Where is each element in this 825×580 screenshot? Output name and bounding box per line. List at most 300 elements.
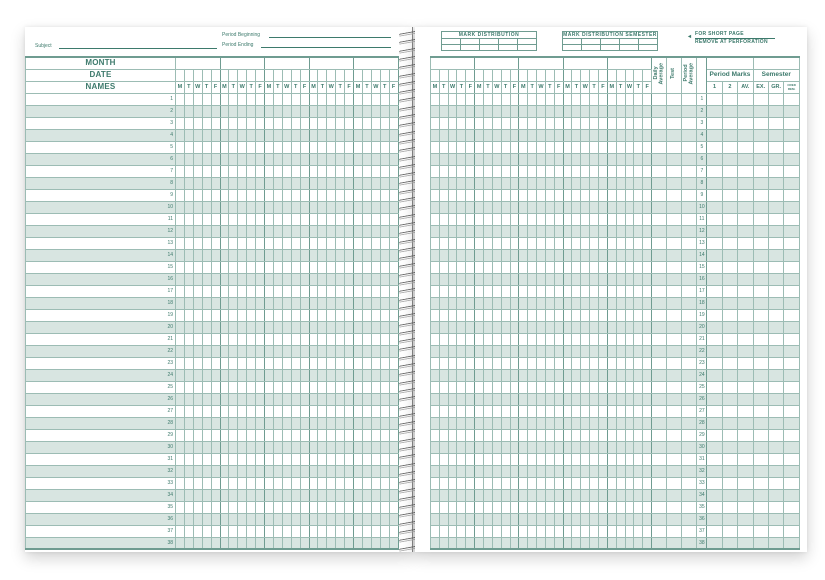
attendance-cell[interactable] bbox=[563, 105, 572, 117]
attendance-cell[interactable] bbox=[457, 129, 466, 141]
attendance-cell[interactable] bbox=[327, 237, 336, 249]
attendance-cell[interactable] bbox=[220, 501, 229, 513]
mark-cell[interactable] bbox=[768, 441, 783, 453]
attendance-cell[interactable] bbox=[643, 333, 652, 345]
attendance-cell[interactable] bbox=[238, 465, 247, 477]
attendance-cell[interactable] bbox=[300, 405, 309, 417]
mark-cell[interactable] bbox=[738, 333, 753, 345]
summary-cell[interactable] bbox=[682, 489, 697, 501]
attendance-cell[interactable] bbox=[354, 441, 363, 453]
attendance-cell[interactable] bbox=[211, 237, 220, 249]
mark-cell[interactable] bbox=[707, 381, 722, 393]
attendance-cell[interactable] bbox=[510, 93, 519, 105]
attendance-cell[interactable] bbox=[643, 357, 652, 369]
summary-cell[interactable] bbox=[652, 273, 667, 285]
attendance-cell[interactable] bbox=[545, 501, 554, 513]
attendance-cell[interactable] bbox=[439, 345, 448, 357]
attendance-cell[interactable] bbox=[607, 309, 616, 321]
attendance-cell[interactable] bbox=[554, 177, 563, 189]
attendance-cell[interactable] bbox=[492, 381, 501, 393]
attendance-cell[interactable] bbox=[484, 369, 493, 381]
mark-cell[interactable] bbox=[784, 117, 800, 129]
attendance-cell[interactable] bbox=[572, 261, 581, 273]
attendance-cell[interactable] bbox=[563, 501, 572, 513]
attendance-cell[interactable] bbox=[273, 405, 282, 417]
attendance-cell[interactable] bbox=[247, 453, 256, 465]
attendance-cell[interactable] bbox=[202, 261, 211, 273]
attendance-cell[interactable] bbox=[439, 405, 448, 417]
attendance-cell[interactable] bbox=[475, 417, 484, 429]
summary-cell[interactable] bbox=[667, 513, 682, 525]
attendance-cell[interactable] bbox=[625, 513, 634, 525]
attendance-cell[interactable] bbox=[371, 369, 380, 381]
attendance-cell[interactable] bbox=[327, 357, 336, 369]
attendance-cell[interactable] bbox=[273, 285, 282, 297]
attendance-cell[interactable] bbox=[510, 393, 519, 405]
attendance-cell[interactable] bbox=[554, 237, 563, 249]
attendance-cell[interactable] bbox=[590, 393, 599, 405]
date-cell[interactable] bbox=[616, 69, 625, 81]
attendance-cell[interactable] bbox=[563, 381, 572, 393]
attendance-cell[interactable] bbox=[211, 129, 220, 141]
attendance-cell[interactable] bbox=[607, 297, 616, 309]
attendance-cell[interactable] bbox=[256, 237, 265, 249]
attendance-cell[interactable] bbox=[229, 165, 238, 177]
attendance-cell[interactable] bbox=[345, 381, 354, 393]
attendance-cell[interactable] bbox=[448, 513, 457, 525]
summary-cell[interactable] bbox=[667, 237, 682, 249]
summary-cell[interactable] bbox=[667, 93, 682, 105]
attendance-cell[interactable] bbox=[545, 297, 554, 309]
attendance-cell[interactable] bbox=[448, 309, 457, 321]
attendance-cell[interactable] bbox=[247, 321, 256, 333]
attendance-cell[interactable] bbox=[300, 285, 309, 297]
summary-cell[interactable] bbox=[667, 213, 682, 225]
attendance-cell[interactable] bbox=[581, 177, 590, 189]
attendance-cell[interactable] bbox=[581, 249, 590, 261]
attendance-cell[interactable] bbox=[193, 297, 202, 309]
attendance-cell[interactable] bbox=[484, 165, 493, 177]
summary-cell[interactable] bbox=[652, 465, 667, 477]
attendance-cell[interactable] bbox=[634, 405, 643, 417]
attendance-cell[interactable] bbox=[616, 357, 625, 369]
date-cell[interactable] bbox=[229, 69, 238, 81]
mark-cell[interactable] bbox=[738, 393, 753, 405]
attendance-cell[interactable] bbox=[554, 381, 563, 393]
attendance-cell[interactable] bbox=[563, 285, 572, 297]
attendance-cell[interactable] bbox=[282, 501, 291, 513]
attendance-cell[interactable] bbox=[457, 345, 466, 357]
attendance-cell[interactable] bbox=[265, 477, 274, 489]
attendance-cell[interactable] bbox=[220, 345, 229, 357]
student-name-cell[interactable]: 3 bbox=[26, 117, 176, 129]
attendance-cell[interactable] bbox=[265, 405, 274, 417]
attendance-cell[interactable] bbox=[229, 273, 238, 285]
attendance-cell[interactable] bbox=[519, 165, 528, 177]
attendance-cell[interactable] bbox=[229, 345, 238, 357]
summary-cell[interactable] bbox=[667, 273, 682, 285]
attendance-cell[interactable] bbox=[265, 93, 274, 105]
attendance-cell[interactable] bbox=[318, 357, 327, 369]
attendance-cell[interactable] bbox=[616, 189, 625, 201]
attendance-cell[interactable] bbox=[563, 273, 572, 285]
attendance-cell[interactable] bbox=[300, 177, 309, 189]
attendance-cell[interactable] bbox=[193, 489, 202, 501]
attendance-cell[interactable] bbox=[439, 489, 448, 501]
attendance-cell[interactable] bbox=[345, 441, 354, 453]
attendance-cell[interactable] bbox=[238, 273, 247, 285]
attendance-cell[interactable] bbox=[475, 165, 484, 177]
attendance-cell[interactable] bbox=[492, 309, 501, 321]
attendance-cell[interactable] bbox=[238, 405, 247, 417]
attendance-cell[interactable] bbox=[492, 129, 501, 141]
mark-cell[interactable] bbox=[768, 285, 783, 297]
attendance-cell[interactable] bbox=[345, 129, 354, 141]
attendance-cell[interactable] bbox=[184, 309, 193, 321]
mark-cell[interactable] bbox=[722, 105, 737, 117]
attendance-cell[interactable] bbox=[519, 225, 528, 237]
summary-cell[interactable] bbox=[682, 417, 697, 429]
date-cell[interactable] bbox=[273, 69, 282, 81]
attendance-cell[interactable] bbox=[466, 393, 475, 405]
attendance-cell[interactable] bbox=[537, 501, 546, 513]
attendance-cell[interactable] bbox=[300, 165, 309, 177]
mark-cell[interactable] bbox=[738, 357, 753, 369]
attendance-cell[interactable] bbox=[581, 105, 590, 117]
mark-cell[interactable] bbox=[784, 141, 800, 153]
attendance-cell[interactable] bbox=[211, 165, 220, 177]
summary-cell[interactable] bbox=[652, 477, 667, 489]
attendance-cell[interactable] bbox=[265, 321, 274, 333]
mark-cell[interactable] bbox=[784, 237, 800, 249]
attendance-cell[interactable] bbox=[184, 189, 193, 201]
attendance-cell[interactable] bbox=[448, 237, 457, 249]
attendance-cell[interactable] bbox=[607, 153, 616, 165]
date-cell[interactable] bbox=[439, 69, 448, 81]
mark-cell[interactable] bbox=[784, 225, 800, 237]
attendance-cell[interactable] bbox=[193, 129, 202, 141]
attendance-cell[interactable] bbox=[554, 309, 563, 321]
mark-cell[interactable] bbox=[707, 453, 722, 465]
attendance-cell[interactable] bbox=[616, 213, 625, 225]
attendance-cell[interactable] bbox=[607, 513, 616, 525]
attendance-cell[interactable] bbox=[291, 117, 300, 129]
mark-cell[interactable] bbox=[768, 537, 783, 549]
attendance-cell[interactable] bbox=[492, 369, 501, 381]
summary-cell[interactable] bbox=[682, 141, 697, 153]
attendance-cell[interactable] bbox=[354, 189, 363, 201]
attendance-cell[interactable] bbox=[336, 513, 345, 525]
attendance-cell[interactable] bbox=[371, 393, 380, 405]
summary-cell[interactable] bbox=[667, 465, 682, 477]
summary-cell[interactable] bbox=[682, 465, 697, 477]
attendance-cell[interactable] bbox=[291, 357, 300, 369]
summary-cell[interactable] bbox=[652, 201, 667, 213]
attendance-cell[interactable] bbox=[528, 93, 537, 105]
attendance-cell[interactable] bbox=[590, 105, 599, 117]
attendance-cell[interactable] bbox=[484, 513, 493, 525]
attendance-cell[interactable] bbox=[554, 369, 563, 381]
attendance-cell[interactable] bbox=[545, 381, 554, 393]
attendance-cell[interactable] bbox=[247, 345, 256, 357]
attendance-cell[interactable] bbox=[634, 369, 643, 381]
attendance-cell[interactable] bbox=[291, 393, 300, 405]
attendance-cell[interactable] bbox=[607, 429, 616, 441]
attendance-cell[interactable] bbox=[229, 357, 238, 369]
attendance-cell[interactable] bbox=[581, 345, 590, 357]
mark-cell[interactable] bbox=[753, 417, 768, 429]
attendance-cell[interactable] bbox=[643, 501, 652, 513]
attendance-cell[interactable] bbox=[519, 285, 528, 297]
mark-cell[interactable] bbox=[738, 261, 753, 273]
attendance-cell[interactable] bbox=[598, 489, 607, 501]
attendance-cell[interactable] bbox=[510, 453, 519, 465]
mark-cell[interactable] bbox=[753, 537, 768, 549]
mark-cell[interactable] bbox=[753, 249, 768, 261]
mark-cell[interactable] bbox=[768, 465, 783, 477]
attendance-cell[interactable] bbox=[563, 429, 572, 441]
attendance-cell[interactable] bbox=[309, 381, 318, 393]
attendance-cell[interactable] bbox=[457, 333, 466, 345]
attendance-cell[interactable] bbox=[510, 489, 519, 501]
attendance-cell[interactable] bbox=[554, 117, 563, 129]
attendance-cell[interactable] bbox=[439, 309, 448, 321]
attendance-cell[interactable] bbox=[202, 489, 211, 501]
attendance-cell[interactable] bbox=[380, 369, 389, 381]
summary-cell[interactable] bbox=[667, 333, 682, 345]
attendance-cell[interactable] bbox=[572, 309, 581, 321]
attendance-cell[interactable] bbox=[492, 477, 501, 489]
attendance-cell[interactable] bbox=[616, 453, 625, 465]
attendance-cell[interactable] bbox=[607, 489, 616, 501]
attendance-cell[interactable] bbox=[554, 213, 563, 225]
attendance-cell[interactable] bbox=[211, 333, 220, 345]
attendance-cell[interactable] bbox=[309, 309, 318, 321]
attendance-cell[interactable] bbox=[572, 513, 581, 525]
attendance-cell[interactable] bbox=[211, 285, 220, 297]
attendance-cell[interactable] bbox=[563, 441, 572, 453]
attendance-cell[interactable] bbox=[501, 129, 510, 141]
date-cell[interactable] bbox=[625, 69, 634, 81]
attendance-cell[interactable] bbox=[282, 417, 291, 429]
attendance-cell[interactable] bbox=[176, 429, 185, 441]
attendance-cell[interactable] bbox=[572, 345, 581, 357]
attendance-cell[interactable] bbox=[519, 201, 528, 213]
attendance-cell[interactable] bbox=[554, 405, 563, 417]
mark-cell[interactable] bbox=[753, 177, 768, 189]
attendance-cell[interactable] bbox=[371, 429, 380, 441]
mark-cell[interactable] bbox=[768, 249, 783, 261]
attendance-cell[interactable] bbox=[466, 321, 475, 333]
attendance-cell[interactable] bbox=[229, 297, 238, 309]
attendance-cell[interactable] bbox=[431, 333, 440, 345]
attendance-cell[interactable] bbox=[371, 153, 380, 165]
attendance-cell[interactable] bbox=[431, 525, 440, 537]
attendance-cell[interactable] bbox=[184, 237, 193, 249]
student-name-cell[interactable]: 26 bbox=[26, 393, 176, 405]
attendance-cell[interactable] bbox=[362, 381, 371, 393]
attendance-cell[interactable] bbox=[616, 441, 625, 453]
attendance-cell[interactable] bbox=[256, 321, 265, 333]
attendance-cell[interactable] bbox=[380, 273, 389, 285]
attendance-cell[interactable] bbox=[202, 309, 211, 321]
attendance-cell[interactable] bbox=[519, 333, 528, 345]
attendance-cell[interactable] bbox=[202, 141, 211, 153]
attendance-cell[interactable] bbox=[229, 285, 238, 297]
attendance-cell[interactable] bbox=[229, 333, 238, 345]
attendance-cell[interactable] bbox=[256, 201, 265, 213]
attendance-cell[interactable] bbox=[607, 213, 616, 225]
attendance-cell[interactable] bbox=[336, 105, 345, 117]
attendance-cell[interactable] bbox=[371, 537, 380, 549]
attendance-cell[interactable] bbox=[300, 333, 309, 345]
attendance-cell[interactable] bbox=[643, 237, 652, 249]
attendance-cell[interactable] bbox=[484, 381, 493, 393]
attendance-cell[interactable] bbox=[247, 105, 256, 117]
attendance-cell[interactable] bbox=[273, 345, 282, 357]
attendance-cell[interactable] bbox=[309, 453, 318, 465]
attendance-cell[interactable] bbox=[300, 249, 309, 261]
attendance-cell[interactable] bbox=[265, 393, 274, 405]
attendance-cell[interactable] bbox=[176, 537, 185, 549]
attendance-cell[interactable] bbox=[537, 189, 546, 201]
mark-cell[interactable] bbox=[722, 429, 737, 441]
attendance-cell[interactable] bbox=[371, 513, 380, 525]
mark-cell[interactable] bbox=[784, 537, 800, 549]
mark-cell[interactable] bbox=[753, 189, 768, 201]
attendance-cell[interactable] bbox=[598, 117, 607, 129]
attendance-cell[interactable] bbox=[537, 381, 546, 393]
attendance-cell[interactable] bbox=[362, 189, 371, 201]
summary-cell[interactable] bbox=[667, 177, 682, 189]
attendance-cell[interactable] bbox=[345, 429, 354, 441]
attendance-cell[interactable] bbox=[202, 249, 211, 261]
attendance-cell[interactable] bbox=[634, 525, 643, 537]
attendance-cell[interactable] bbox=[448, 201, 457, 213]
attendance-cell[interactable] bbox=[256, 477, 265, 489]
attendance-cell[interactable] bbox=[457, 429, 466, 441]
attendance-cell[interactable] bbox=[184, 321, 193, 333]
attendance-cell[interactable] bbox=[184, 489, 193, 501]
attendance-cell[interactable] bbox=[563, 393, 572, 405]
attendance-cell[interactable] bbox=[448, 129, 457, 141]
attendance-cell[interactable] bbox=[519, 393, 528, 405]
date-cell[interactable] bbox=[537, 69, 546, 81]
attendance-cell[interactable] bbox=[519, 117, 528, 129]
summary-cell[interactable] bbox=[682, 525, 697, 537]
attendance-cell[interactable] bbox=[616, 429, 625, 441]
attendance-cell[interactable] bbox=[371, 105, 380, 117]
attendance-cell[interactable] bbox=[581, 93, 590, 105]
attendance-cell[interactable] bbox=[362, 177, 371, 189]
attendance-cell[interactable] bbox=[448, 429, 457, 441]
attendance-cell[interactable] bbox=[581, 309, 590, 321]
attendance-cell[interactable] bbox=[336, 501, 345, 513]
attendance-cell[interactable] bbox=[256, 105, 265, 117]
attendance-cell[interactable] bbox=[475, 453, 484, 465]
attendance-cell[interactable] bbox=[545, 201, 554, 213]
attendance-cell[interactable] bbox=[581, 333, 590, 345]
attendance-cell[interactable] bbox=[202, 129, 211, 141]
attendance-cell[interactable] bbox=[282, 141, 291, 153]
attendance-cell[interactable] bbox=[265, 489, 274, 501]
attendance-cell[interactable] bbox=[519, 177, 528, 189]
attendance-cell[interactable] bbox=[371, 345, 380, 357]
attendance-cell[interactable] bbox=[431, 345, 440, 357]
summary-cell[interactable] bbox=[667, 381, 682, 393]
mark-cell[interactable] bbox=[738, 321, 753, 333]
mark-cell[interactable] bbox=[768, 297, 783, 309]
mark-cell[interactable] bbox=[753, 321, 768, 333]
attendance-cell[interactable] bbox=[643, 201, 652, 213]
attendance-cell[interactable] bbox=[510, 369, 519, 381]
student-name-cell[interactable]: 36 bbox=[26, 513, 176, 525]
attendance-cell[interactable] bbox=[554, 417, 563, 429]
attendance-cell[interactable] bbox=[354, 141, 363, 153]
attendance-cell[interactable] bbox=[519, 213, 528, 225]
attendance-cell[interactable] bbox=[572, 117, 581, 129]
attendance-cell[interactable] bbox=[519, 297, 528, 309]
attendance-cell[interactable] bbox=[590, 381, 599, 393]
student-name-cell[interactable]: 23 bbox=[26, 357, 176, 369]
attendance-cell[interactable] bbox=[202, 165, 211, 177]
attendance-cell[interactable] bbox=[528, 249, 537, 261]
attendance-cell[interactable] bbox=[581, 525, 590, 537]
attendance-cell[interactable] bbox=[371, 165, 380, 177]
summary-cell[interactable] bbox=[682, 501, 697, 513]
attendance-cell[interactable] bbox=[265, 525, 274, 537]
attendance-cell[interactable] bbox=[247, 465, 256, 477]
attendance-cell[interactable] bbox=[211, 321, 220, 333]
attendance-cell[interactable] bbox=[598, 417, 607, 429]
attendance-cell[interactable] bbox=[247, 429, 256, 441]
attendance-cell[interactable] bbox=[380, 405, 389, 417]
attendance-cell[interactable] bbox=[345, 117, 354, 129]
attendance-cell[interactable] bbox=[475, 333, 484, 345]
attendance-cell[interactable] bbox=[256, 189, 265, 201]
summary-cell[interactable] bbox=[652, 381, 667, 393]
attendance-cell[interactable] bbox=[528, 489, 537, 501]
attendance-cell[interactable] bbox=[354, 309, 363, 321]
attendance-cell[interactable] bbox=[581, 405, 590, 417]
attendance-cell[interactable] bbox=[572, 417, 581, 429]
attendance-cell[interactable] bbox=[380, 285, 389, 297]
attendance-cell[interactable] bbox=[625, 177, 634, 189]
attendance-cell[interactable] bbox=[193, 321, 202, 333]
attendance-cell[interactable] bbox=[545, 117, 554, 129]
attendance-cell[interactable] bbox=[457, 537, 466, 549]
attendance-cell[interactable] bbox=[336, 381, 345, 393]
attendance-cell[interactable] bbox=[247, 213, 256, 225]
attendance-cell[interactable] bbox=[545, 105, 554, 117]
attendance-cell[interactable] bbox=[643, 249, 652, 261]
attendance-cell[interactable] bbox=[247, 177, 256, 189]
attendance-cell[interactable] bbox=[616, 273, 625, 285]
attendance-cell[interactable] bbox=[448, 213, 457, 225]
attendance-cell[interactable] bbox=[380, 417, 389, 429]
attendance-cell[interactable] bbox=[256, 501, 265, 513]
attendance-cell[interactable] bbox=[354, 453, 363, 465]
mark-cell[interactable] bbox=[707, 333, 722, 345]
attendance-cell[interactable] bbox=[265, 249, 274, 261]
attendance-cell[interactable] bbox=[184, 93, 193, 105]
attendance-cell[interactable] bbox=[634, 213, 643, 225]
attendance-cell[interactable] bbox=[501, 225, 510, 237]
attendance-cell[interactable] bbox=[380, 141, 389, 153]
attendance-cell[interactable] bbox=[291, 309, 300, 321]
attendance-cell[interactable] bbox=[643, 441, 652, 453]
attendance-cell[interactable] bbox=[256, 441, 265, 453]
